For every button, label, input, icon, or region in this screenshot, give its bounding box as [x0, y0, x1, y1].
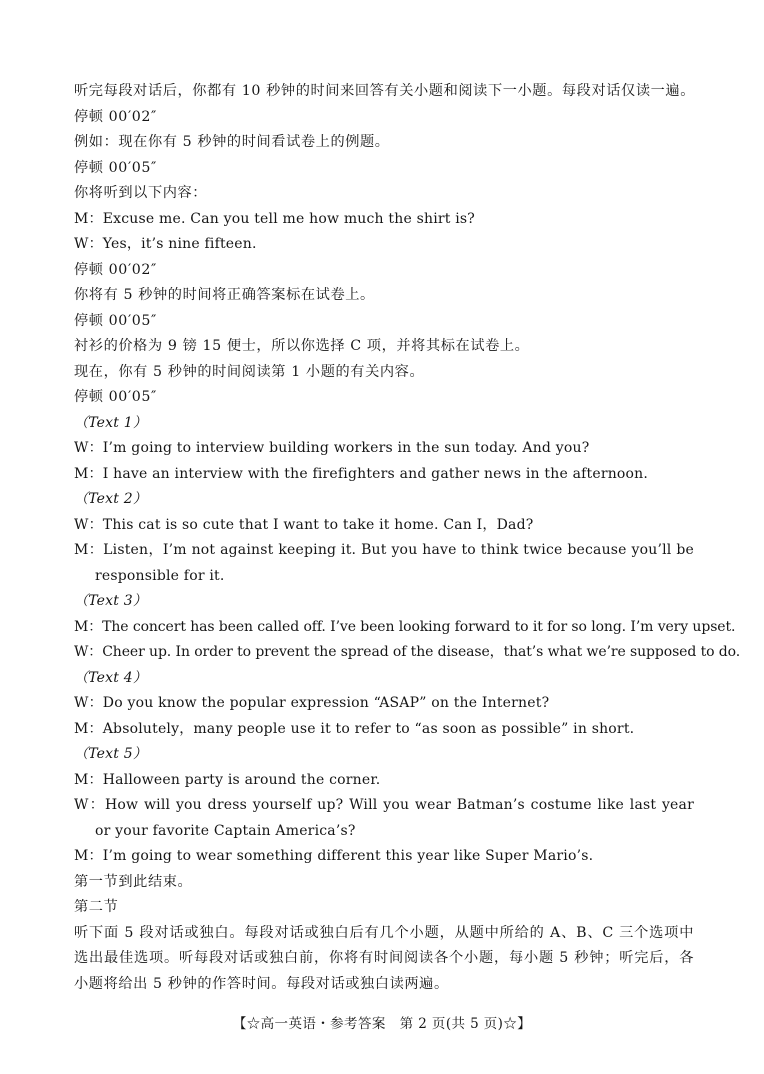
dialogue-line: M：Halloween party is around the corner.	[74, 771, 381, 788]
dialogue-line: W：Yes，it’s nine fifteen.	[74, 236, 257, 252]
text-label: （Text 5）	[74, 746, 148, 762]
page-body	[74, 79, 741, 997]
dialogue-line: M：I have an interview with the firefighters and gather news in the afternoon.	[74, 465, 649, 482]
pause-note: 停顿 00′05″	[74, 312, 157, 329]
dialogue-line: W：This cat is so cute that I want to take it home. Can I，Dad?	[74, 516, 534, 533]
example-text: 例如：现在你有 5 秒钟的时间看试卷上的例题。	[74, 134, 390, 150]
instruction-text: 听完每段对话后，你都有 10 秒钟的时间来回答有关小题和阅读下一小题。每段对话仅读一遍。	[74, 83, 695, 99]
text-label: （Text 2）	[74, 491, 148, 507]
page-footer: 【☆高一英语・参考答案 第 2 页(共 5 页)☆】	[232, 1016, 532, 1032]
instruction-text: 你将有 5 秒钟的时间将正确答案标在试卷上。	[74, 287, 375, 303]
dialogue-line: M：Absolutely，many people use it to refer to “as soon as possible” in short.	[74, 720, 635, 737]
dialogue-line: W：Cheer up. In order to prevent the spread of the disease，that’s what we’re supposed to do.	[74, 644, 741, 660]
example-intro: 你将听到以下内容：	[74, 185, 208, 201]
section-instructions: 听下面 5 段对话或独白。每段对话或独白后有几个小题，从题中所给的 A、B、C 三个选项中选出最佳选项。听每段对话或独白前，你将有时间阅读各个小题，每小题 5 秒钟；听完后，各小题将给出 5 秒钟的作答时间。每段对话或独白读两遍。	[74, 924, 694, 992]
pause-note: 停顿 00′02″	[74, 261, 157, 278]
dialogue-line: M：Listen，I’m not against keeping it. But you have to think twice because you’ll be responsible for it.	[74, 542, 694, 584]
dialogue-line: M：Excuse me. Can you tell me how much the shirt is?	[74, 210, 476, 227]
dialogue-line: W：How will you dress yourself up? Will you wear Batman’s costume like last year or your favorite Captain America’s?	[74, 797, 694, 839]
text-label: （Text 3）	[74, 593, 148, 609]
section-heading: 第二节	[74, 899, 119, 915]
pause-note: 停顿 00′05″	[74, 389, 157, 405]
dialogue-line: M：The concert has been called off. I’ve been looking forward to it for so long. I’m very upset.	[74, 618, 736, 635]
dialogue-line: W：Do you know the popular expression “ASAP” on the Internet?	[74, 695, 550, 711]
section-end-text: 第一节到此结束。	[74, 873, 193, 890]
text-label: （Text 1）	[74, 414, 148, 431]
text-label: （Text 4）	[74, 669, 148, 686]
dialogue-line: W：I’m going to interview building workers in the sun today. And you?	[74, 440, 590, 456]
pause-note: 停顿 00′02″	[74, 108, 157, 125]
dialogue-line: M：I’m going to wear something different this year like Super Mario’s.	[74, 848, 594, 864]
instruction-text: 现在，你有 5 秒钟的时间阅读第 1 小题的有关内容。	[74, 363, 425, 380]
instruction-text: 衬衫的价格为 9 镑 15 便士，所以你选择 C 项，并将其标在试卷上。	[74, 338, 530, 354]
pause-note: 停顿 00′05″	[74, 159, 157, 176]
